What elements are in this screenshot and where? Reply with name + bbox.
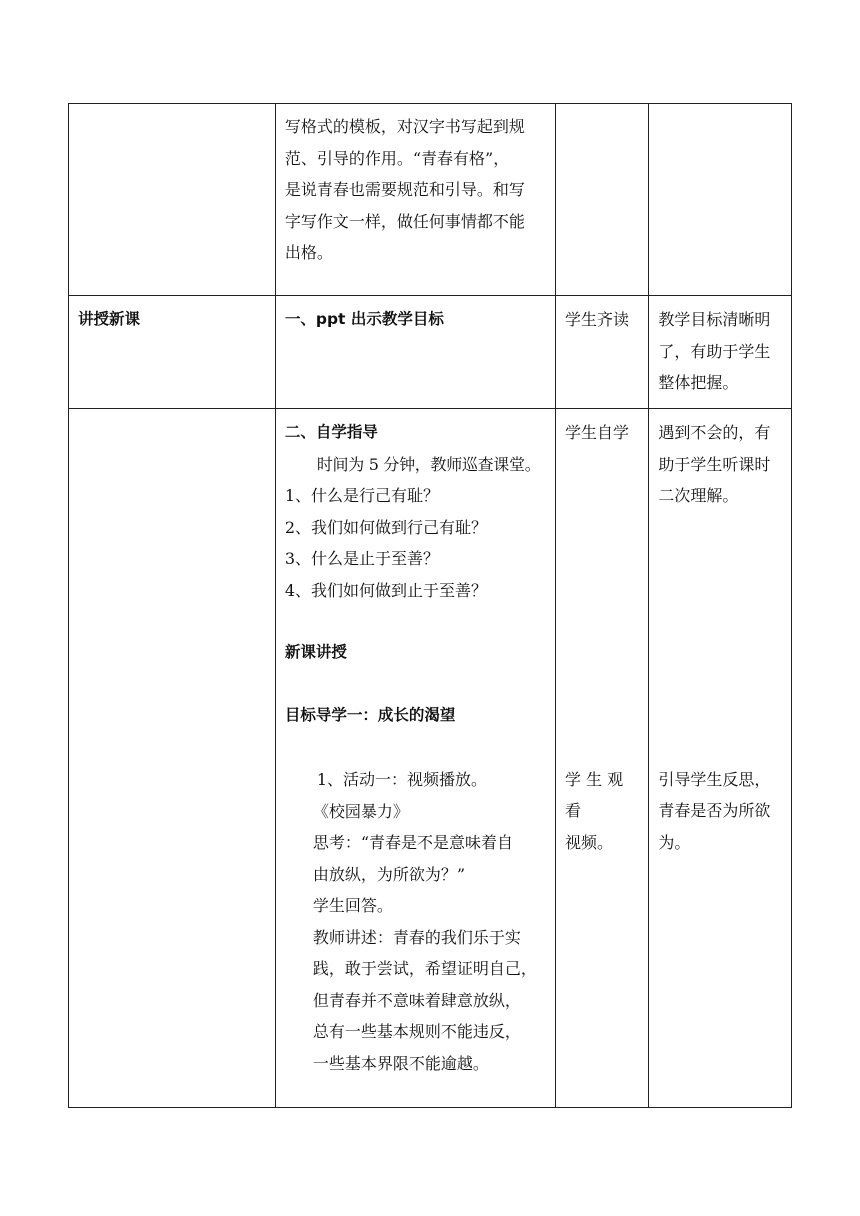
section-heading: 一、ppt 出示教学目标	[284, 310, 444, 328]
activity-line: 1、活动一：视频播放。	[316, 770, 488, 789]
section-heading: 新课讲授	[284, 643, 347, 661]
content-line: 是说青春也需要规范和引导。和写	[284, 180, 525, 199]
activity-line: 总有一些基本规则不能违反，	[312, 1022, 521, 1041]
content-cell	[275, 296, 555, 409]
content-line: 范、引导的作用。“青春有格”，	[284, 148, 510, 168]
activity-line: 思考：“青春是不是意味着自	[312, 833, 514, 852]
student-activity-text: 学生自学	[565, 423, 630, 442]
activity-line: 但青春并不意味着肆意放纵，	[312, 990, 521, 1010]
table-row	[69, 296, 792, 409]
student-activity-cell	[556, 409, 649, 1108]
self-study-note: 时间为 5 分钟，教师巡查课堂。	[316, 454, 541, 474]
content-line: 出格。	[284, 243, 333, 262]
activity-line: 践，敢于尝试，希望证明自己，	[312, 959, 537, 978]
table-row	[69, 104, 792, 296]
student-activity-cell	[556, 104, 649, 296]
intent-line: 二次理解。	[658, 486, 739, 505]
intent-line: 了，有助于学生	[658, 341, 771, 361]
design-intent-cell	[649, 409, 792, 1108]
student-activity-cell	[556, 296, 649, 409]
table-row	[69, 409, 792, 1108]
stage-cell	[69, 104, 276, 296]
activity-line: 一些基本界限不能逾越。	[312, 1053, 489, 1073]
student-activity-text: 学生齐读	[565, 310, 630, 329]
design-intent-cell	[649, 104, 792, 296]
activity-line: 学生回答。	[312, 896, 393, 915]
student-activity-text: 视频。	[565, 832, 614, 852]
question-item: 1、什么是行己有耻？	[284, 486, 440, 505]
activity-line: 《校园暴力》	[312, 801, 409, 821]
stage-label: 讲授新课	[78, 310, 141, 328]
content-cell	[275, 409, 555, 1108]
intent-line: 整体把握。	[658, 373, 739, 392]
intent-line: 为。	[658, 832, 691, 852]
content-line: 写格式的模板，对汉字书写起到规	[284, 117, 525, 136]
student-activity-text: 学 生 观 看	[565, 769, 624, 820]
question-item: 3、什么是止于至善？	[284, 549, 440, 568]
stage-cell	[69, 296, 276, 409]
content-cell	[275, 104, 555, 296]
question-item: 2、我们如何做到行己有耻？	[284, 517, 488, 537]
question-item: 4、我们如何做到止于至善？	[284, 580, 488, 600]
intent-line: 教学目标清晰明	[658, 310, 771, 329]
section-heading: 二、自学指导	[284, 423, 378, 441]
intent-line: 助于学生听课时	[658, 454, 771, 474]
activity-line: 教师讲述：青春的我们乐于实	[312, 927, 521, 947]
stage-cell	[69, 409, 276, 1108]
section-heading: 目标导学一：成长的渴望	[284, 705, 456, 724]
intent-line: 遇到不会的，有	[658, 423, 771, 442]
intent-line: 青春是否为所欲	[658, 801, 771, 820]
activity-line: 由放纵，为所欲为？”	[312, 864, 466, 884]
content-line: 字写作文一样，做任何事情都不能	[284, 211, 525, 231]
design-intent-cell	[649, 296, 792, 409]
intent-line: 引导学生反思，	[658, 769, 771, 789]
lesson-plan-table	[68, 103, 792, 1108]
